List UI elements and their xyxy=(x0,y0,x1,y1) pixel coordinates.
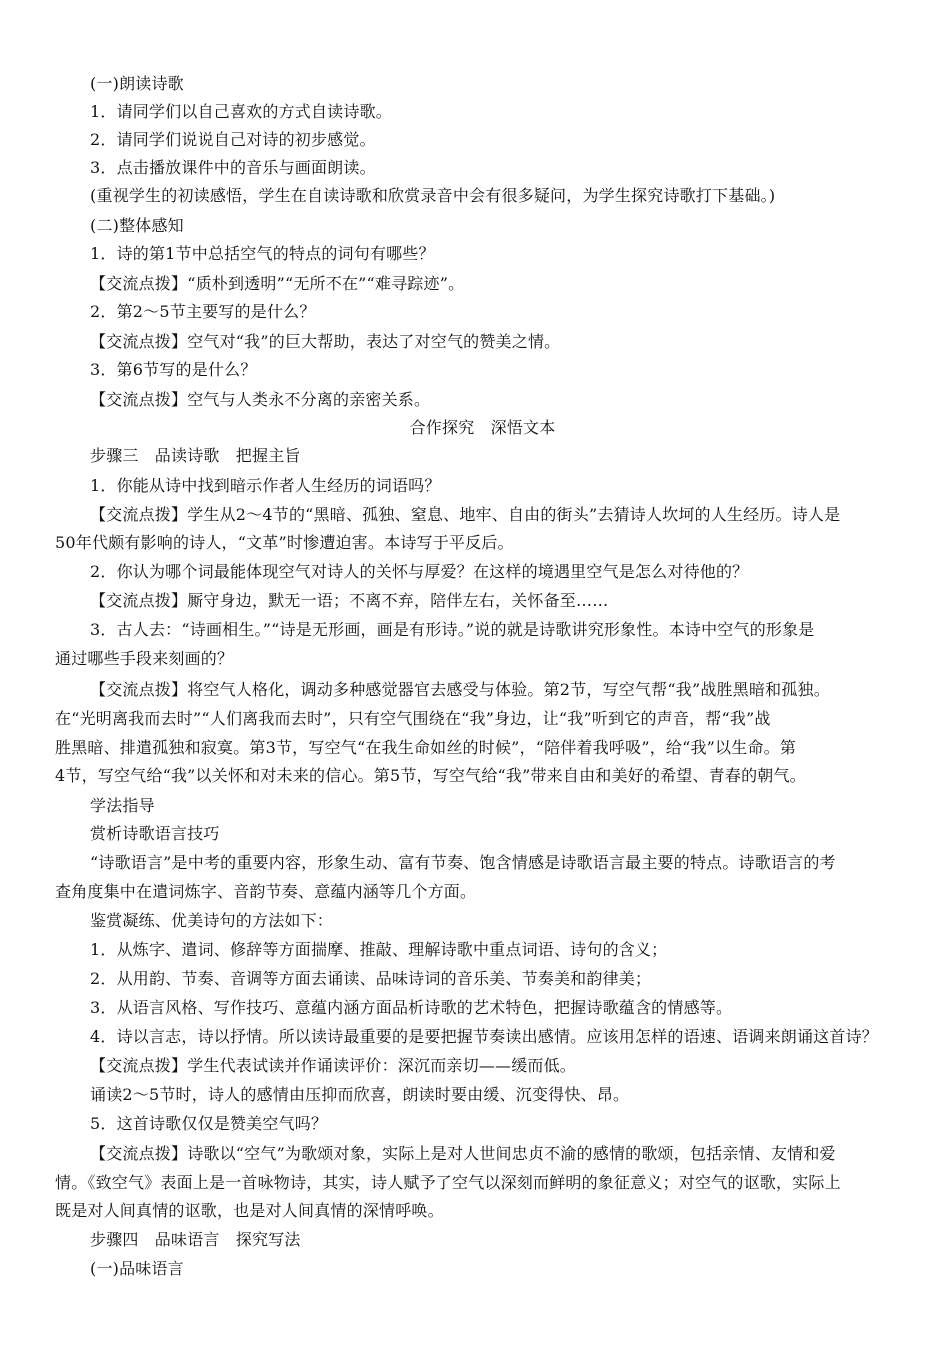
step-heading: 步骤四 品味语言 探究写法 xyxy=(90,1230,301,1249)
text-line: 情。《致空气》表面上是一首咏物诗，其实，诗人赋予了空气以深刻而鲜明的象征意义；对空气的讴歌，实际上 xyxy=(55,1173,841,1192)
text-line: 2．从用韵、节奏、音调等方面去诵读、品味诗词的音乐美、节奏美和韵律美； xyxy=(90,969,652,988)
section-heading: (一)品味语言 xyxy=(90,1259,184,1278)
text-line: 1．诗的第1节中总括空气的特点的词句有哪些？ xyxy=(90,244,435,263)
text-line: 4节，写空气给“我”以关怀和对未来的信心。第5节，写空气给“我”带来自由和美好的希望、青春的朝气。 xyxy=(55,766,806,785)
text-line: 【交流点拨】学生代表试读并作诵读评价：深沉而亲切——缓而低。 xyxy=(90,1056,577,1075)
step-heading: 步骤三 品读诗歌 把握主旨 xyxy=(90,446,301,465)
text-line: 50年代颇有影响的诗人，“文革”时惨遭迫害。本诗写于平反后。 xyxy=(55,533,514,552)
section-heading: 学法指导 xyxy=(90,796,155,815)
text-line: 1．请同学们以自己喜欢的方式自读诗歌。 xyxy=(90,102,392,121)
text-line: 查角度集中在遣词炼字、音韵节奏、意蕴内涵等几个方面。 xyxy=(55,882,477,901)
text-line: 1．你能从诗中找到暗示作者人生经历的词语吗？ xyxy=(90,476,441,495)
text-line: 【交流点拨】厮守身边，默无一语；不离不弃，陪伴左右，关怀备至…… xyxy=(90,591,609,610)
section-heading: (二)整体感知 xyxy=(90,216,184,235)
text-line: 通过哪些手段来刻画的？ xyxy=(55,649,234,668)
text-line: 胜黑暗、排遣孤独和寂寞。第3节，写空气“在我生命如丝的时候”，“陪伴着我呼吸”，给“我”以生命。第 xyxy=(55,738,797,757)
text-line: 诵读2～5节时，诗人的感情由压抑而欣喜，朗读时要由缓、沉变得快、昂。 xyxy=(90,1085,630,1104)
text-line: 【交流点拨】空气与人类永不分离的亲密关系。 xyxy=(90,390,431,409)
text-line: 5．这首诗歌仅仅是赞美空气吗？ xyxy=(90,1114,328,1133)
text-line: 【交流点拨】空气对“我”的巨大帮助，表达了对空气的赞美之情。 xyxy=(90,332,561,351)
text-line: 2．第2～5节主要写的是什么？ xyxy=(90,302,316,321)
text-line: “诗歌语言”是中考的重要内容，形象生动、富有节奏、饱含情感是诗歌语言最主要的特点。诗歌语言的考 xyxy=(90,853,836,872)
text-line: 2．你认为哪个词最能体现空气对诗人的关怀与厚爱？在这样的境遇里空气是怎么对待他的？ xyxy=(90,562,749,581)
text-line: 既是对人间真情的讴歌，也是对人间真情的深情呼唤。 xyxy=(55,1201,444,1220)
text-line: (重视学生的初读感悟，学生在自读诗歌和欣赏录音中会有很多疑问，为学生探究诗歌打下基础。) xyxy=(90,186,776,205)
text-line: 【交流点拨】诗歌以“空气”为歌颂对象，实际上是对人世间忠贞不渝的感情的歌颂，包括亲情、友情和爱 xyxy=(90,1144,836,1163)
text-line: 鉴赏凝练、优美诗句的方法如下： xyxy=(90,911,334,930)
section-heading: (一)朗读诗歌 xyxy=(90,74,184,93)
text-line: 【交流点拨】学生从2～4节的“黑暗、孤独、窒息、地牢、自由的街头”去猜诗人坎坷的人生经历。诗人是 xyxy=(90,505,841,524)
text-line: 3．点击播放课件中的音乐与画面朗读。 xyxy=(90,158,376,177)
text-line: 【交流点拨】将空气人格化，调动多种感觉器官去感受与体验。第2节，写空气帮“我”战胜黑暗和孤独。 xyxy=(90,680,830,699)
text-line: 2．请同学们说说自己对诗的初步感觉。 xyxy=(90,130,376,149)
text-line: 3．第6节写的是什么？ xyxy=(90,360,257,379)
text-line: 4．诗以言志，诗以抒情。所以读诗最重要的是要把握节奏读出感情。应该用怎样的语速、语调来朗诵这首诗？ xyxy=(90,1027,878,1046)
centered-heading: 合作探究 深悟文本 xyxy=(409,418,556,437)
text-line: 3．从语言风格、写作技巧、意蕴内涵方面品析诗歌的艺术特色，把握诗歌蕴含的情感等。 xyxy=(90,998,733,1017)
text-line: 3．古人去：“诗画相生。”“诗是无形画，画是有形诗。”说的就是诗歌讲究形象性。本诗中空气的形象是 xyxy=(90,620,815,639)
text-line: 【交流点拨】“质朴到透明”“无所不在”“难寻踪迹”。 xyxy=(90,274,465,293)
text-line: 1．从炼字、遣词、修辞等方面揣摩、推敲、理解诗歌中重点词语、诗句的含义； xyxy=(90,940,668,959)
section-heading: 赏析诗歌语言技巧 xyxy=(90,824,220,843)
text-line: 在“光明离我而去时”“人们离我而去时”，只有空气围绕在“我”身边，让“我”听到它的声音，帮“我”战 xyxy=(55,709,771,728)
